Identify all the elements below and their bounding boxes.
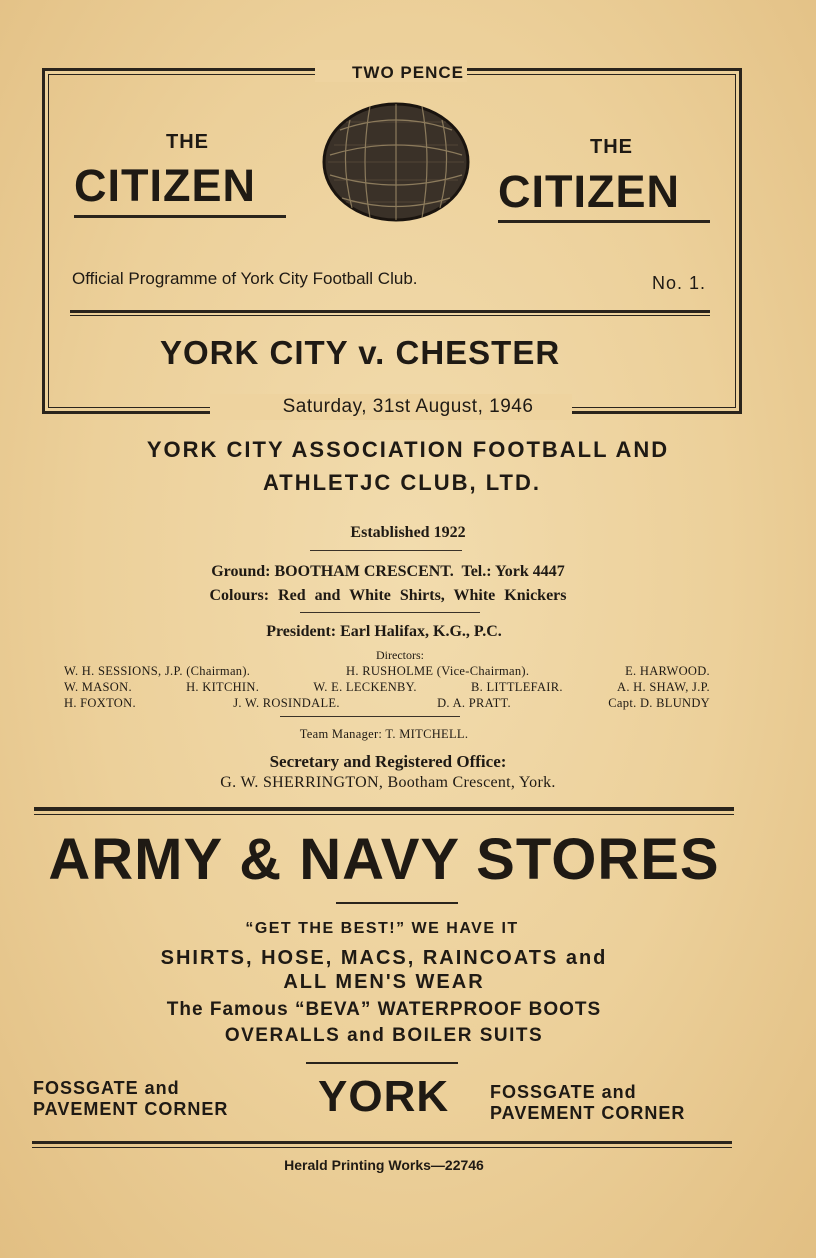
address-right-line2: PAVEMENT CORNER <box>490 1103 686 1123</box>
club-name-line1: YORK CITY ASSOCIATION FOOTBALL AND <box>146 437 670 462</box>
subtitle-rule <box>70 310 710 316</box>
advert-line3: The Famous “BEVA” WATERPROOF BOOTS <box>166 999 602 1020</box>
masthead-citizen-right: CITIZEN <box>498 166 680 217</box>
secretary-heading: Secretary and Registered Office: <box>269 752 507 771</box>
director: J. W. ROSINDALE. <box>233 696 340 710</box>
advert-headline: ARMY & NAVY STORES <box>48 827 720 892</box>
address-left-line2: PAVEMENT CORNER <box>33 1099 229 1119</box>
director: H. FOXTON. <box>64 696 136 710</box>
director: D. A. PRATT. <box>437 696 511 710</box>
masthead-the-left: THE <box>166 131 209 153</box>
director: H. RUSHOLME (Vice-Chairman). <box>346 664 530 678</box>
advert-line2: ALL MEN'S WEAR <box>283 971 485 993</box>
directors-heading: Directors: <box>376 648 424 662</box>
team-manager: Team Manager: T. MITCHELL. <box>299 727 469 741</box>
masthead-underline-right <box>498 220 710 223</box>
masthead-the-right: THE <box>590 136 633 158</box>
issue-number: No. 1. <box>652 273 707 293</box>
directors-row-1 <box>64 664 710 679</box>
masthead-underline-left <box>74 215 286 218</box>
masthead-citizen-left: CITIZEN <box>74 160 256 211</box>
director: W. E. LECKENBY. <box>313 680 417 694</box>
ground-info: Ground: BOOTHAM CRESCENT. Tel.: York 4447 <box>211 563 565 580</box>
city-name: YORK <box>318 1072 450 1121</box>
address-left-line1: FOSSGATE and <box>33 1078 180 1098</box>
advert-line1: SHIRTS, HOSE, MACS, RAINCOATS and <box>160 947 608 969</box>
printer-credit: Herald Printing Works—22746 <box>284 1157 484 1173</box>
director: Capt. D. BLUNDY <box>608 696 710 710</box>
secretary-details: G. W. SHERRINGTON, Bootham Crescent, York. <box>220 774 556 791</box>
president: President: Earl Halifax, K.G., P.C. <box>266 623 502 640</box>
programme-subtitle: Official Programme of York City Football Club. <box>72 269 418 288</box>
colours-info: Colours: Red and White Shirts, White Knickers <box>209 587 567 604</box>
director: E. HARWOOD. <box>625 664 710 678</box>
footer-rule <box>32 1141 732 1148</box>
directors-row-3 <box>64 696 710 711</box>
advert-line4: OVERALLS and BOILER SUITS <box>224 1025 544 1046</box>
advert-top-rule <box>34 807 734 815</box>
director: W. H. SESSIONS, J.P. (Chairman). <box>64 664 251 678</box>
match-date: Saturday, 31st August, 1946 <box>282 396 534 417</box>
club-name-line2: ATHLETJC CLUB, LTD. <box>263 470 541 495</box>
advert-tagline: “GET THE BEST!” WE HAVE IT <box>245 920 519 937</box>
director: H. KITCHIN. <box>186 680 260 694</box>
director: W. MASON. <box>64 680 132 694</box>
football-icon <box>320 100 472 224</box>
match-title: YORK CITY v. CHESTER <box>160 334 561 371</box>
director: A. H. SHAW, J.P. <box>617 680 710 694</box>
director: B. LITTLEFAIR. <box>471 680 563 694</box>
address-right-line1: FOSSGATE and <box>490 1082 637 1102</box>
directors-row-2 <box>64 680 710 695</box>
established: Established 1922 <box>350 524 466 541</box>
price-label: TWO PENCE <box>352 63 464 82</box>
